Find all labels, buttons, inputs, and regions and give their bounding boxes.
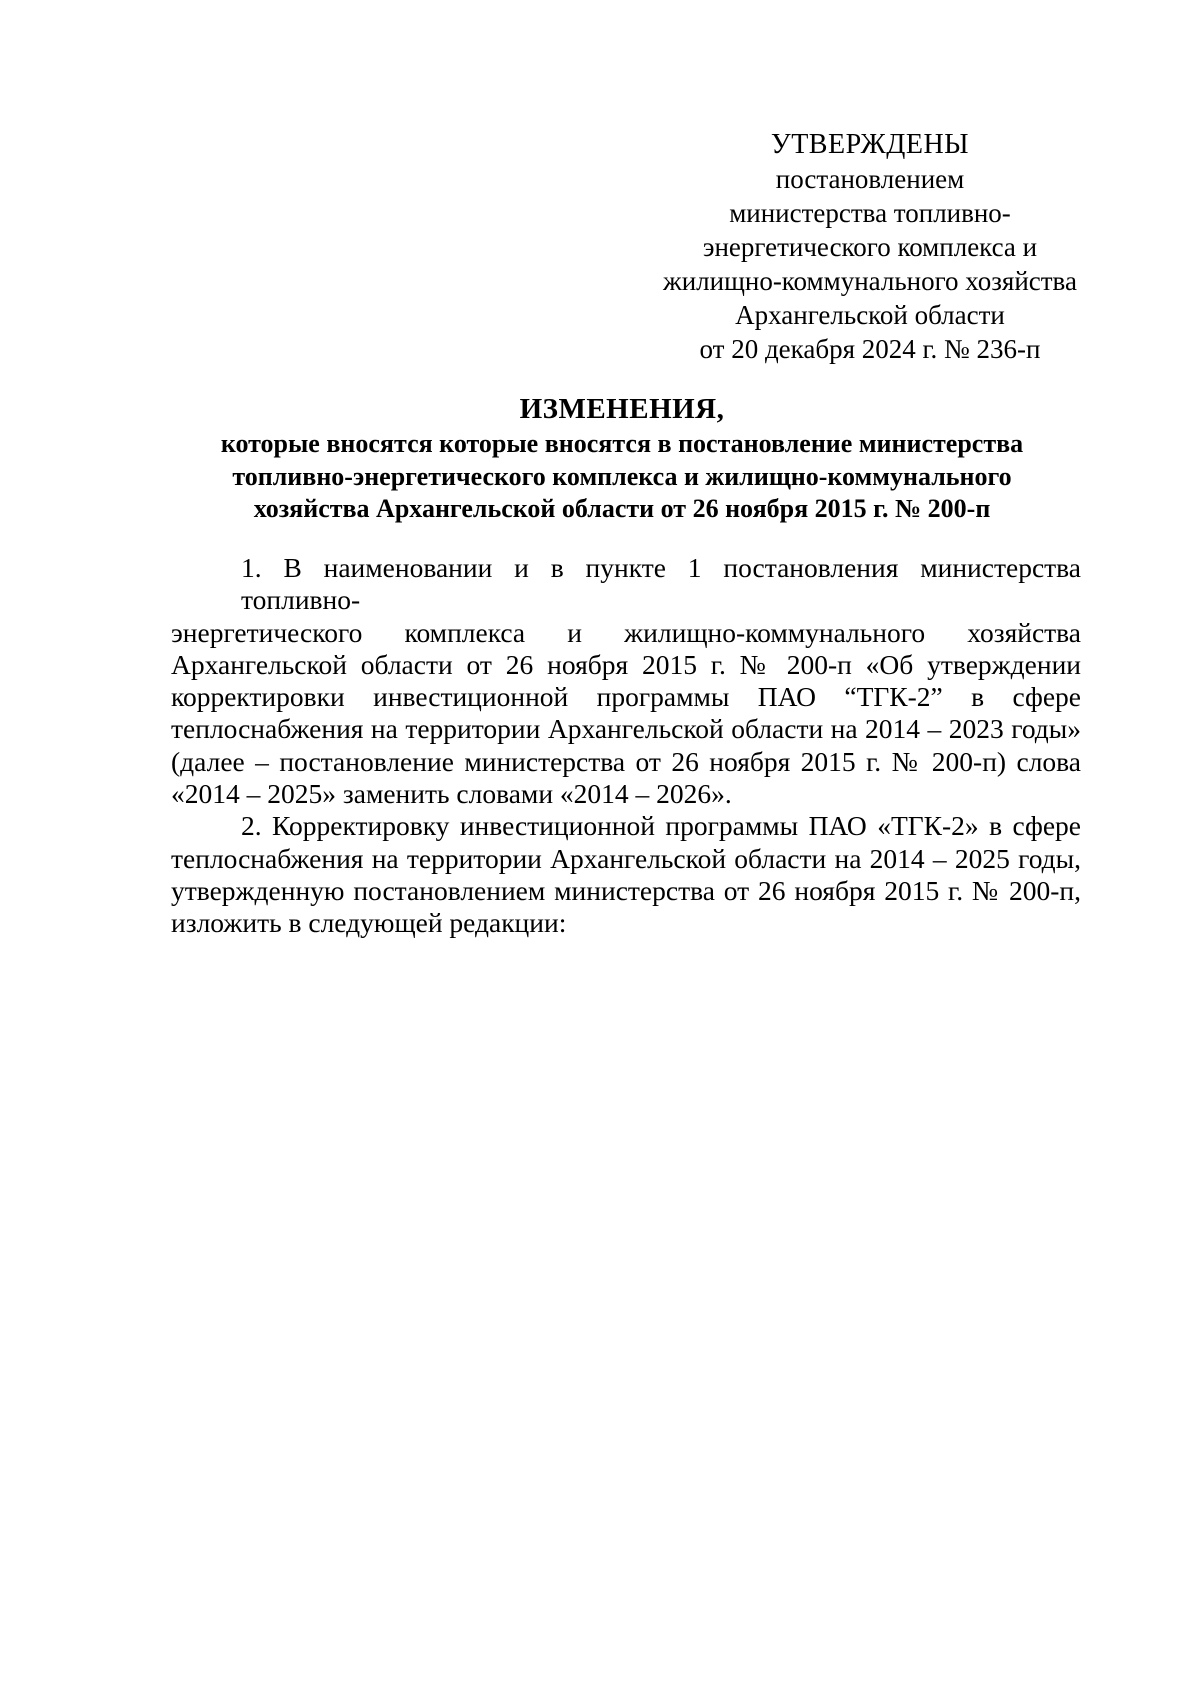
body-line: Архангельской области от 26 ноября 2015 г. № 200-п «Об утверждении — [171, 648, 1081, 680]
document-title: ИЗМЕНЕНИЯ, — [519, 393, 725, 425]
document-heading — [160, 390, 1084, 526]
approval-stamp — [640, 128, 1100, 366]
approval-title: УТВЕРЖДЕНЫ — [770, 129, 970, 160]
approval-line: жилищно-коммунального хозяйства — [663, 266, 1077, 296]
paragraph-2 — [171, 810, 1081, 939]
approval-line: Архангельской области — [735, 300, 1005, 330]
body-line: теплоснабжения на территории Архангельской области на 2014 – 2025 годы, — [171, 842, 1081, 874]
document-subtitle-line: топливно-энергетического комплекса и жилищно-коммунального — [232, 461, 1012, 491]
document-body — [171, 552, 1081, 940]
approval-line: министерства топливно- — [729, 198, 1011, 228]
approval-line: энергетического комплекса и — [702, 232, 1038, 262]
document-subtitle-line: которые вносятся которые вносятся в постановление министерства — [220, 429, 1024, 458]
body-line: теплоснабжения на территории Архангельской области на 2014 – 2023 годы» — [171, 713, 1081, 745]
body-line: изложить в следующей редакции: — [171, 907, 567, 939]
body-line: (далее – постановление министерства от 26 ноября 2015 г. № 200-п) слова — [171, 745, 1081, 777]
body-line: 2. Корректировку инвестиционной программы ПАО «ТГК-2» в сфере — [241, 810, 1081, 842]
body-line: «2014 – 2025» заменить словами «2014 – 2026». — [171, 778, 732, 810]
body-line: корректировки инвестиционной программы ПАО “ТГК-2” в сфере — [171, 681, 1081, 713]
body-line: утвержденную постановлением министерства от 26 ноября 2015 г. № 200-п, — [171, 874, 1081, 906]
paragraph-1 — [171, 552, 1081, 810]
approval-line: постановлением — [775, 164, 965, 194]
approval-line: от 20 декабря 2024 г. № 236-п — [699, 334, 1041, 364]
body-line: 1. В наименовании и в пункте 1 постановления министерства топливно- — [241, 552, 1081, 616]
body-line: энергетического комплекса и жилищно-коммунального хозяйства — [171, 616, 1081, 648]
document-subtitle-line: хозяйства Архангельской области от 26 ноября 2015 г. № 200-п — [253, 494, 991, 523]
